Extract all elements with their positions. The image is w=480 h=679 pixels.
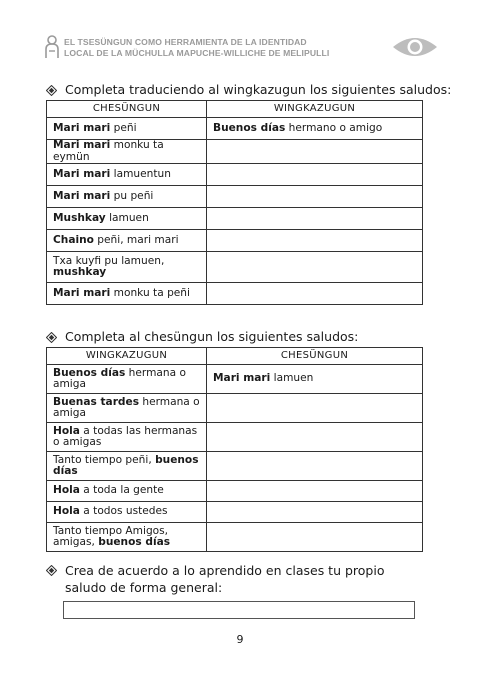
table-row xyxy=(47,423,423,452)
header-title xyxy=(64,37,329,59)
diamond-bullet-icon xyxy=(46,85,57,96)
person-logo-icon xyxy=(44,35,60,59)
greeting-cell: Mari mari peñi xyxy=(47,118,207,140)
greeting-cell: Tanto tiempo peñi, buenos días xyxy=(47,452,207,481)
answer-box[interactable] xyxy=(63,601,415,619)
column-header: WINGKAZUGUN xyxy=(207,101,423,118)
translation-cell[interactable] xyxy=(207,164,423,186)
greeting-cell: Hola a todas las hermanas o amigas xyxy=(47,423,207,452)
greeting-cell: Txa kuyfi pu lamuen, mushkay xyxy=(47,252,207,283)
translation-cell[interactable] xyxy=(207,523,423,552)
greeting-cell: Mari mari monku ta peñi xyxy=(47,283,207,305)
translation-cell[interactable] xyxy=(207,502,423,523)
translation-cell[interactable] xyxy=(207,252,423,283)
exercise-2-instruction-text: Completa al chesüngun los siguientes saludos: xyxy=(65,329,359,344)
column-header: CHESÜNGUN xyxy=(47,101,207,118)
translation-cell[interactable]: Buenos días hermano o amigo xyxy=(207,118,423,140)
translation-cell[interactable] xyxy=(207,394,423,423)
greeting-cell: Mushkay lamuen xyxy=(47,208,207,230)
header-line-1: EL TSESÜNGUN COMO HERRAMIENTA DE LA IDENTIDAD xyxy=(64,37,307,47)
table-row xyxy=(47,252,423,283)
table-row xyxy=(47,186,423,208)
translation-cell[interactable] xyxy=(207,283,423,305)
table-row xyxy=(47,283,423,305)
table-row xyxy=(47,452,423,481)
diamond-bullet-icon xyxy=(46,332,57,343)
exercise-1-instruction-text: Completa traduciendo al wingkazugun los siguientes saludos: xyxy=(65,82,452,97)
table-row xyxy=(47,164,423,186)
diamond-bullet-icon xyxy=(46,565,57,576)
exercise-2-table xyxy=(46,347,423,552)
table-row xyxy=(47,394,423,423)
exercise-1-instruction xyxy=(46,82,451,97)
table-row xyxy=(47,230,423,252)
eye-logo-icon xyxy=(390,32,440,62)
translation-cell[interactable] xyxy=(207,481,423,502)
greeting-cell: Buenas tardes hermana o amiga xyxy=(47,394,207,423)
table-row xyxy=(47,140,423,164)
translation-cell[interactable] xyxy=(207,423,423,452)
greeting-cell: Mari mari pu peñi xyxy=(47,186,207,208)
greeting-cell: Mari mari lamuentun xyxy=(47,164,207,186)
table-row xyxy=(47,365,423,394)
greeting-cell: Hola a toda la gente xyxy=(47,481,207,502)
greeting-cell: Chaino peñi, mari mari xyxy=(47,230,207,252)
exercise-1-table xyxy=(46,100,423,305)
column-header: WINGKAZUGUN xyxy=(47,348,207,365)
greeting-cell: Hola a todos ustedes xyxy=(47,502,207,523)
table-row xyxy=(47,523,423,552)
table-row xyxy=(47,118,423,140)
translation-cell[interactable] xyxy=(207,208,423,230)
greeting-cell: Tanto tiempo Amigos, amigas, buenos días xyxy=(47,523,207,552)
translation-cell[interactable] xyxy=(207,230,423,252)
exercise-2-instruction xyxy=(46,329,358,344)
translation-cell[interactable] xyxy=(207,452,423,481)
translation-cell[interactable] xyxy=(207,186,423,208)
translation-cell[interactable] xyxy=(207,140,423,164)
exercise-3-instruction xyxy=(46,562,426,596)
page-number: 9 xyxy=(236,633,244,646)
exercise-3-instruction-text: Crea de acuerdo a lo aprendido en clases tu propio saludo de forma general: xyxy=(65,563,385,595)
table-row xyxy=(47,502,423,523)
translation-cell[interactable]: Mari mari lamuen xyxy=(207,365,423,394)
table-row xyxy=(47,481,423,502)
greeting-cell: Buenos días hermana o amiga xyxy=(47,365,207,394)
header-line-2: LOCAL DE LA MÜCHULLA MAPUCHE-WILLICHE DE MELIPULLI xyxy=(64,48,330,58)
greeting-cell: Mari mari monku ta eymün xyxy=(47,140,207,164)
page-header xyxy=(44,32,434,66)
column-header: CHESÜNGUN xyxy=(207,348,423,365)
table-row xyxy=(47,208,423,230)
